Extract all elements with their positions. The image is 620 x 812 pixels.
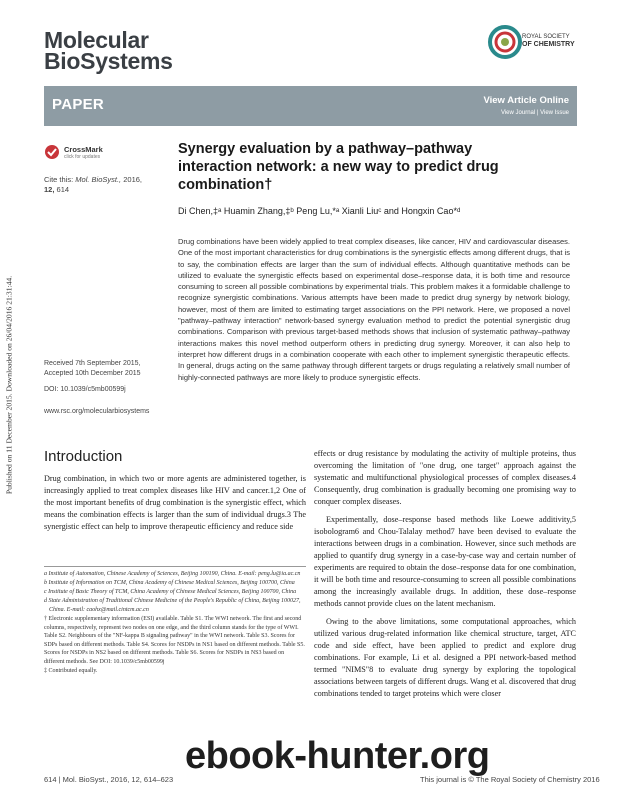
journal-name: Molecular BioSystems: [44, 27, 173, 74]
footnote-divider: [44, 566, 306, 567]
journal-issue-links[interactable]: View Journal | View Issue: [500, 110, 569, 116]
article-title: Synergy evaluation by a pathway–pathway interaction network: a new way to predict drug combination†: [178, 141, 499, 193]
paragraph: effects or drug resistance by modulating the activity of multiple proteins, thus overcoming the limitation of "one drug, one target" approach against the systematic and multifunctional physiological processes of complex diseases.4 Consequently, drug combination is gradually becoming one promising way to conquer complex diseases.: [314, 449, 576, 506]
received-info: Received 7th September 2015, Accepted 10th December 2015 DOI: 10.1039/c5mb00599j: [44, 359, 174, 395]
doi[interactable]: DOI: 10.1039/c5mb00599j: [44, 386, 126, 393]
rsc-logo: ROYAL SOCIETY OF CHEMISTRY: [488, 20, 588, 70]
page-footer-left: 614 | Mol. BioSyst., 2016, 12, 614–623: [44, 775, 174, 784]
publication-stamp: Published on 11 December 2015. Downloaded on 26/04/2016 21:31:44.: [4, 275, 14, 495]
body-column-left: [44, 473, 306, 533]
paragraph: Experimentally, dose–response based methods like Loewe additivity,5 isobologram6 and Chou-Talalay method7 have been devised to evaluate the interactions between drugs in a combination. However, since such methods are applied to quantify drug synergy in a case-by-case way and certain number of experiments are required to obtain the dose–response data for one combination, it will be both time and resource-consuming to screen all possible combinations among the increasingly available drugs. In addition, these dose–response methods cannot provide clues on the latent mechanism.: [314, 515, 576, 608]
crossmark-button[interactable]: CrossMark click for updates: [44, 143, 114, 163]
page-footer-right: This journal is © The Royal Society of Chemistry 2016: [420, 775, 600, 784]
journal-url-link[interactable]: www.rsc.org/molecularbiosystems: [44, 408, 150, 415]
section-title: Introduction: [44, 448, 123, 465]
body-column-right: [314, 448, 576, 700]
watermark: ebook-hunter.org: [185, 735, 490, 777]
author-list: Di Chen,‡ᵃ Huamin Zhang,‡ᵇ Peng Lu,*ᵃ Xianli Liuᶜ and Hongxin Cao*ᵈ: [178, 206, 461, 216]
abstract: Drug combinations have been widely applied to treat complex diseases, like cancer, HIV and cardiovascular diseases. One of the most important characteristics for drug combinations is the synergistic effects among different drugs, that is to say, the combination effects are larger than the sum of individual effects. Although quantitative methods can be utilized to evaluate the synergistic effects based on experimental dose–response data, it is both time and resource consuming to screen all possible combinations by experimental trials. This problem makes it a formidable challenge to recognize synergistic combinations. Various attempts have been made to predict drug synergy by network biology, however, most of them are limited to estimating target associations on the PPI network. Here, we proposed a novel "pathway–pathway interaction" network-based synergy evaluation method to predict the potential synergistic drug combinations. Comparison with previous target-based methods shows that inclusion of systematic pathway–pathway interactions makes this novel method outperform others in predicting drug synergy. Moreover, it can also help to interpret how different drugs in a combination cooperate with each other to implement synergistic therapeutic effects. In general, drugs acting on the same pathway through different targets or drugs regulating a relatively small number of highly-connected pathways are more likely to produce synergistic effects.: [178, 237, 570, 382]
article-type: PAPER: [52, 96, 105, 113]
footnotes: a Institute of Automation, Chinese Academy of Sciences, Beijing 100190, China. E-mail: peng.lu@ia.ac.cn b Institute of Information on TCM, China Academy of Chinese Medical Sciences, Beijing 100700, China c Institute of Basic Theory of TCM, China Academy of Chinese Medical Sciences, Beijing 100700, China d State Administration of Traditional Chinese Medicine of the People's Republic of China, Beijing 100027, China. E-mail: caohx@mail.cintcm.ac.cn † Electronic supplementary information (ESI) available. Table S1. The WWI network. The first and second columns, respectively, represent two nodes on one edge, and the third column stands for the type of WWI. Table S2. Neighbours of the "NF-kappa B signaling pathway" in the WWI network. Table S3. Scores for SDPs based on different methods. Table S4. Scores for NSDPs in NS1 based on different methods. Table S5. Scores for NSDPs in NS2 based on different methods. Table S6. Scores for NSDPs in NS3 based on different methods. See DOI: 10.1039/c5mb00599j ‡ Contributed equally.: [44, 571, 305, 675]
paragraph: Owing to the above limitations, some computational approaches, which utilized various drug-related information like chemical structure, target, ATC code and side effect, have been applied to predict and explore drug combinations. For example, Li et al. designed a PPI network-based method termed "NIMS"8 to evaluate drug synergy by exploring the topological associations between targets of different drugs. Wang et al. discovered that drug combinations tended to target proteins which were closer: [314, 617, 576, 698]
paragraph: Drug combination, in which two or more agents are administered together, is increasingly applied to treat complex diseases like HIV and cancer.1,2 One of the most important benefits of drug combination is the synergistic effect, which means the combination effects is larger than the sum of individual drugs.3 The synergistic effect can help to improve therapeutic efficiency and reduce side: [44, 474, 306, 531]
view-article-online-link[interactable]: View Article Online: [483, 95, 569, 106]
rsc-logo-icon: [488, 22, 522, 62]
article-banner: [44, 86, 577, 126]
citation: Cite this: Mol. BioSyst., 2016, 12, 614: [44, 175, 143, 194]
crossmark-icon: [44, 144, 60, 160]
